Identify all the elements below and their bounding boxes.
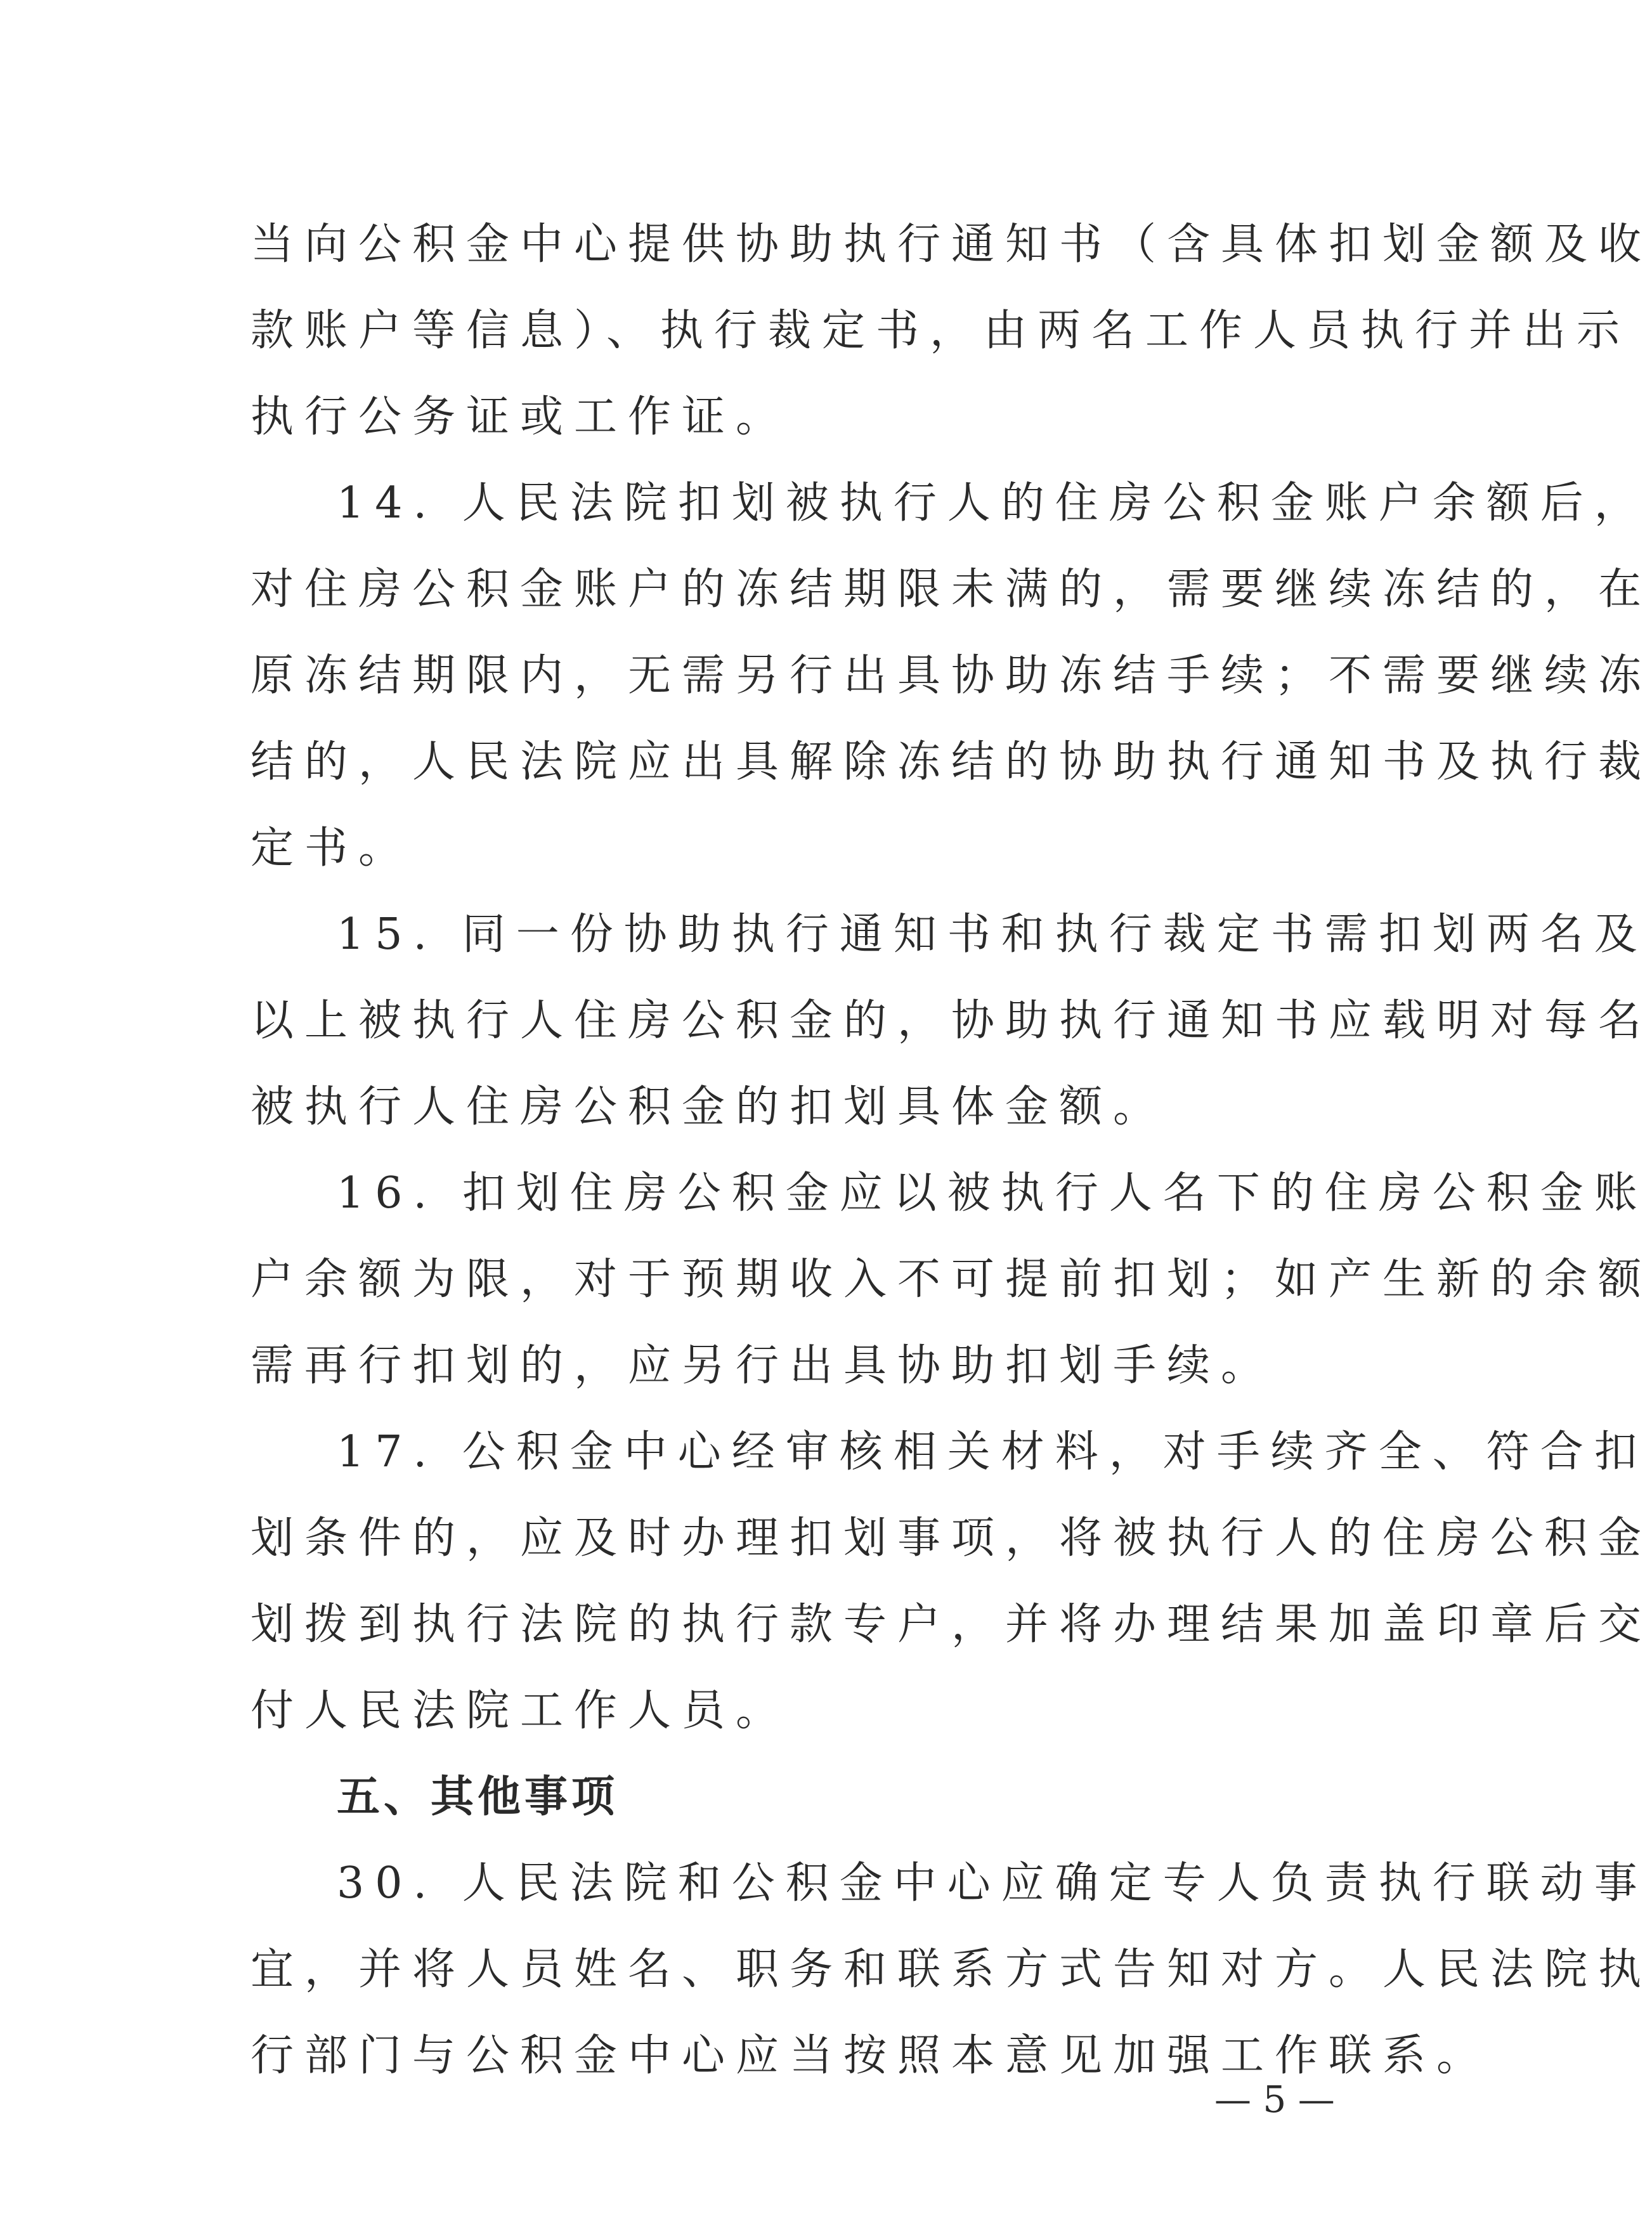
- page-number: — 5 —: [1214, 2078, 1335, 2121]
- text-line: 当向公积金中心提供协助执行通知书（含具体扣划金额及收: [250, 219, 1652, 270]
- text-line: 户余额为限，对于预期收入不可提前扣划；如产生新的余额: [250, 1255, 1652, 1305]
- text-line: 划条件的，应及时办理扣划事项，将被执行人的住房公积金: [250, 1513, 1652, 1563]
- document-body: [250, 202, 1652, 2099]
- text-line: 付人民法院工作人员。: [250, 1686, 790, 1736]
- text-line: 执行公务证或工作证。: [250, 392, 790, 442]
- text-line: 原冻结期限内，无需另行出具协助冻结手续；不需要继续冻: [250, 651, 1652, 701]
- paragraph-30-first-line: 30. 人民法院和公积金中心应确定专人负责执行联动事: [337, 1858, 1648, 1908]
- paragraph-17-first-line: 17. 公积金中心经审核相关材料，对手续齐全、符合扣: [337, 1427, 1648, 1477]
- paragraph-15-first-line: 15. 同一份协助执行通知书和执行裁定书需扣划两名及: [337, 909, 1648, 960]
- text-line: 被执行人住房公积金的扣划具体金额。: [250, 1082, 1167, 1132]
- text-line: 对住房公积金账户的冻结期限未满的，需要继续冻结的，在: [250, 564, 1652, 615]
- section-heading: 五、其他事项: [337, 1772, 619, 1822]
- text-line: 需再行扣划的，应另行出具协助扣划手续。: [250, 1341, 1275, 1391]
- text-line: 宜，并将人员姓名、职务和联系方式告知对方。人民法院执: [250, 1945, 1652, 1995]
- paragraph-16-first-line: 16. 扣划住房公积金应以被执行人名下的住房公积金账: [337, 1168, 1648, 1218]
- text-line: 以上被执行人住房公积金的，协助执行通知书应载明对每名: [250, 996, 1652, 1046]
- text-line: 款账户等信息）、执行裁定书，由两名工作人员执行并出示: [250, 306, 1631, 356]
- text-line: 定书。: [250, 823, 413, 873]
- text-line: 划拨到执行法院的执行款专户，并将办理结果加盖印章后交: [250, 1600, 1652, 1650]
- text-line: 行部门与公积金中心应当按照本意见加强工作联系。: [250, 2031, 1491, 2081]
- paragraph-14-first-line: 14. 人民法院扣划被执行人的住房公积金账户余额后，: [337, 478, 1648, 528]
- text-line: 结的，人民法院应出具解除冻结的协助执行通知书及执行裁: [250, 737, 1652, 787]
